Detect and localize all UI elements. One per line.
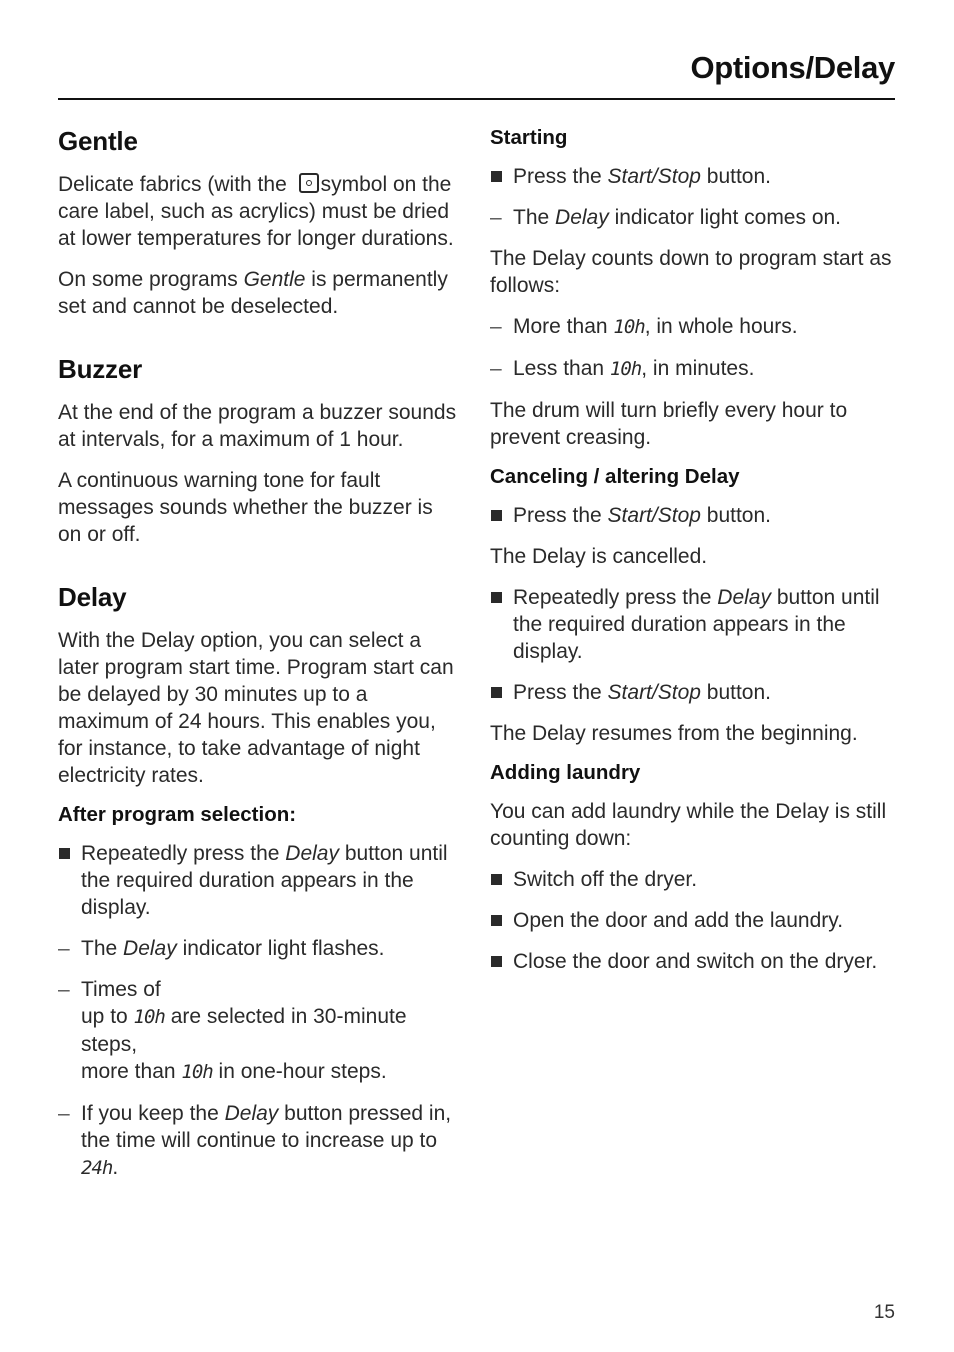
gentle-heading: Gentle (58, 126, 138, 156)
buzzer-paragraph-1: At the end of the program a buzzer sounds at intervals, for a maximum of 1 hour. (58, 401, 457, 451)
page-title: Options/Delay (690, 50, 895, 85)
list-item: Open the door and add the laundry. (490, 907, 894, 934)
list-item: – Less than 10h, in minutes. (490, 357, 755, 380)
bullet-square-icon (59, 848, 70, 859)
display-readout: 24h (81, 1157, 113, 1179)
dash-bullet: – (490, 315, 502, 338)
gentle-paragraph-2: On some programs Gentle is permanently set and cannot be deselected. (58, 268, 448, 318)
display-readout: 10h (133, 1006, 165, 1028)
display-readout: 10h (181, 1061, 213, 1083)
canceling-paragraph-1: The Delay is cancelled. (490, 545, 708, 568)
care-label-symbol-icon (299, 173, 319, 193)
buzzer-paragraph-2: A continuous warning tone for fault messages sounds whether the buzzer is on or off. (58, 469, 433, 546)
bullet-square-icon (491, 687, 502, 698)
dash-bullet: – (58, 937, 70, 960)
canceling-paragraph-2: The Delay resumes from the beginning. (490, 722, 858, 745)
dash-bullet: – (58, 1102, 70, 1125)
left-column (58, 118, 460, 1196)
list-item: – The Delay indicator light flashes. (58, 937, 385, 960)
dash-bullet: – (490, 357, 502, 380)
header-divider (58, 98, 895, 100)
list-item: Switch off the dryer. (490, 866, 894, 893)
starting-paragraph-2: The drum will turn briefly every hour to prevent creasing. (490, 399, 848, 449)
list-item: Press the Start/Stop button. (490, 502, 894, 529)
list-item: – If you keep the Delay button pressed in, the time will continue to increase up to 24h. (58, 1102, 452, 1179)
adding-paragraph: You can add laundry while the Delay is still counting down: (490, 800, 887, 850)
display-readout: 10h (613, 316, 645, 338)
list-item: – The Delay indicator light comes on. (490, 206, 842, 229)
bullet-square-icon (491, 915, 502, 926)
list-item: Close the door and switch on the dryer. (490, 948, 894, 975)
page-number: 15 (873, 1302, 895, 1323)
delay-paragraph: With the Delay option, you can select a later program start time. Program start can be delayed by 30 minutes up to a maximum of 24 hours. This enables you, for instance, to take advantage of night electricity rates. (58, 629, 454, 787)
starting-heading: Starting (490, 126, 568, 149)
list-item: Repeatedly press the Delay button until the required duration appears in the display. (490, 584, 894, 665)
bullet-square-icon (491, 510, 502, 521)
canceling-heading: Canceling / altering Delay (490, 465, 740, 488)
list-item: – Times of up to 10h are selected in 30-minute steps, more than 10h in one-hour steps. (58, 978, 407, 1083)
dash-bullet: – (490, 206, 502, 229)
list-item: Press the Start/Stop button. (490, 163, 894, 190)
bullet-square-icon (491, 874, 502, 885)
gentle-paragraph-1: Delicate fabrics (with the symbol on the care label, such as acrylics) must be dried at lower temperatures for longer durations. (58, 173, 454, 250)
adding-heading: Adding laundry (490, 761, 641, 784)
list-item: Repeatedly press the Delay button until the required duration appears in the display. (58, 840, 460, 921)
right-column (490, 126, 894, 989)
list-item: – More than 10h, in whole hours. (490, 315, 798, 338)
dash-bullet: – (58, 978, 70, 1001)
bullet-square-icon (491, 592, 502, 603)
delay-heading: Delay (58, 582, 127, 612)
bullet-square-icon (491, 171, 502, 182)
display-readout: 10h (609, 358, 642, 380)
list-item: Press the Start/Stop button. (490, 679, 894, 706)
starting-paragraph-1: The Delay counts down to program start as follows: (490, 247, 892, 297)
buzzer-heading: Buzzer (58, 354, 143, 384)
after-selection-heading: After program selection: (58, 803, 297, 826)
bullet-square-icon (491, 956, 502, 967)
